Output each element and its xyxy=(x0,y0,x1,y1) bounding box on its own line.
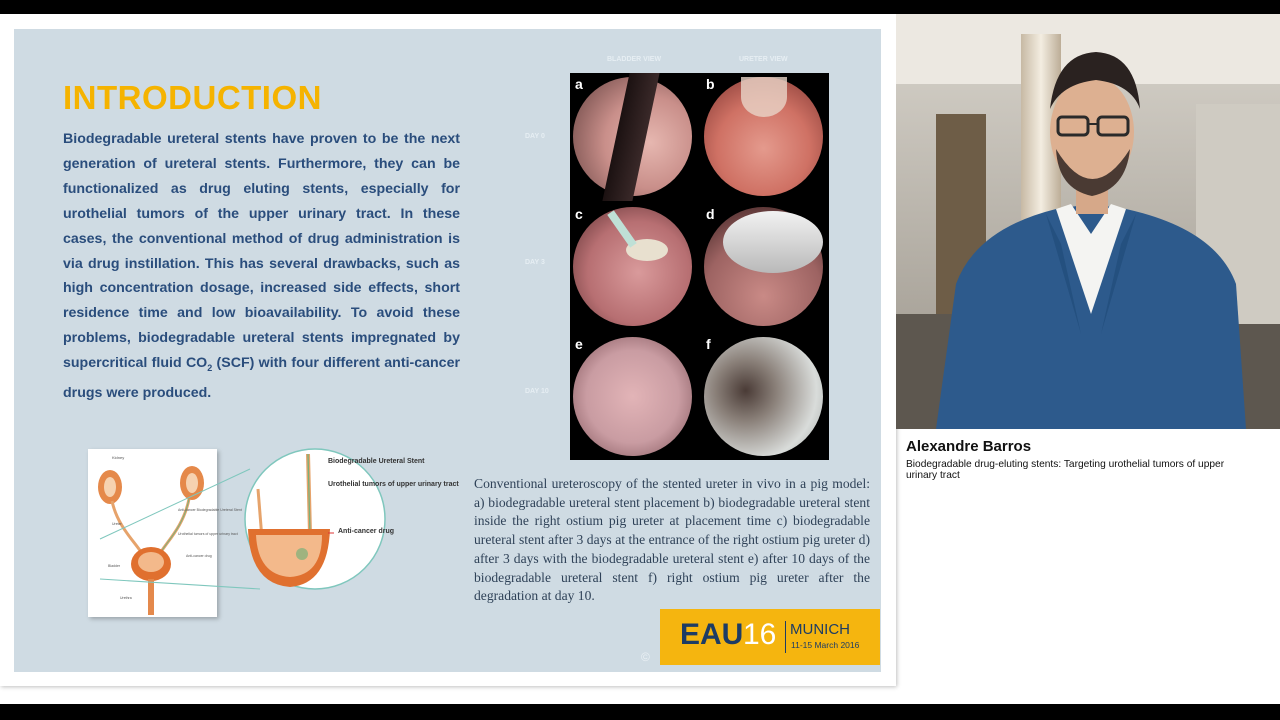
zoom-label-drug: Anti-cancer drug xyxy=(338,528,395,535)
logo-city: MUNICH xyxy=(790,621,850,638)
diagram-label-stent: Anti-cancer Biodegradable Ureteral Stent xyxy=(178,508,242,512)
stent-reflection xyxy=(741,77,787,117)
logo-dates: 11-15 March 2016 xyxy=(791,640,860,650)
figure-row-header-day10: DAY 10 xyxy=(525,388,549,395)
speaker-name: Alexandre Barros xyxy=(906,438,1032,455)
figure-col-header-bladder: BLADDER VIEW xyxy=(607,56,662,63)
panel-letter-a: a xyxy=(575,76,583,92)
stent-lumen xyxy=(723,211,823,273)
figure-row-header-day0: DAY 0 xyxy=(525,133,545,140)
diagram-zoom-inset xyxy=(230,449,459,599)
slide-frame xyxy=(0,14,896,686)
speaker-video xyxy=(896,14,1280,429)
endoscopy-panel-f xyxy=(701,333,826,458)
intro-text-end: (SCF) with four different anti-cancer drugs were produced. xyxy=(63,355,460,401)
logo-divider xyxy=(785,621,786,653)
diagram-label-urethra: Urethra xyxy=(120,596,132,600)
endoscopy-panel-a xyxy=(570,73,695,198)
endoscopy-panel-d xyxy=(701,203,826,328)
zoom-illustration xyxy=(230,449,459,594)
logo-eau: EAU xyxy=(680,618,744,651)
speaker-video-frame xyxy=(896,14,1280,429)
slide-title: INTRODUCTION xyxy=(63,79,322,116)
panel-letter-f: f xyxy=(706,336,711,352)
zoom-label-tumors: Urothelial tumors of upper urinary tract xyxy=(328,481,459,488)
copyright-mark: © xyxy=(641,650,650,664)
presentation-stage xyxy=(0,14,1280,704)
intro-paragraph xyxy=(63,127,460,406)
endoscopy-panel-c xyxy=(570,203,695,328)
urinary-tract-diagram xyxy=(88,449,242,617)
slide xyxy=(14,29,881,672)
diagram-label-bladder: Bladder xyxy=(108,564,121,568)
endoscopy-panel-b xyxy=(701,73,826,198)
figure-col-header-ureter: URETER VIEW xyxy=(739,56,788,63)
intro-co2-subscript: 2 xyxy=(207,362,213,373)
zoom-label-stent: Biodegradable Ureteral Stent xyxy=(328,458,425,465)
figure-caption xyxy=(474,475,870,606)
panel-letter-b: b xyxy=(706,76,715,92)
caption-text: Conventional ureteroscopy of the stented ureter in vivo in a pig model: a) biodegradable ureteral stent placement b) biodegradable ureteral stent inside the right ostium pig ureter at placement time c) biodegradable ureteral stent after 3 days at the entrance of the right ostium pig ureter d) after 3 days with the biodegradable ureteral stent e) after 10 days of the biodegradable ureteral stent f) right ostium pig ureter after the degradation at day 10. xyxy=(474,476,870,604)
diagram-label-kidney: Kidney xyxy=(112,455,125,460)
diagram-label-drug: Anti-cancer drug xyxy=(186,554,212,558)
diagram-label-ureter: Ureter xyxy=(112,522,122,526)
eau16-logo xyxy=(660,609,880,665)
urinary-tract-illustration xyxy=(88,449,242,617)
endoscopy-figure xyxy=(570,73,829,460)
figure-row-header-day3: DAY 3 xyxy=(525,259,545,266)
logo-year: 16 xyxy=(743,618,777,651)
intro-text: Biodegradable ureteral stents have proven to be the next generation of ureteral stents. Furthermore, they can be functionalized as drug eluting stents, especially for urothelial tumors of the upper urinary tract. In these cases, the conventional method of drug administration is via drug instillation. This has several drawbacks, such as high concentration dosage, increased side effects, short residence time and low bioavailability. To avoid these problems, biodegradable ureteral stents impregnated by supercritical fluid xyxy=(63,131,460,372)
diagram-label-tumors: Urothelial tumors of upper urinary tract xyxy=(178,532,238,536)
panel-letter-c: c xyxy=(575,206,583,222)
speaker-talk-title: Biodegradable drug-eluting stents: Targeting urothelial tumors of upper urinary tract xyxy=(906,459,1225,481)
panel-letter-e: e xyxy=(575,336,583,352)
panel-letter-d: d xyxy=(706,206,715,222)
endoscopy-panel-e xyxy=(570,333,695,458)
intro-co2: CO xyxy=(185,355,208,372)
